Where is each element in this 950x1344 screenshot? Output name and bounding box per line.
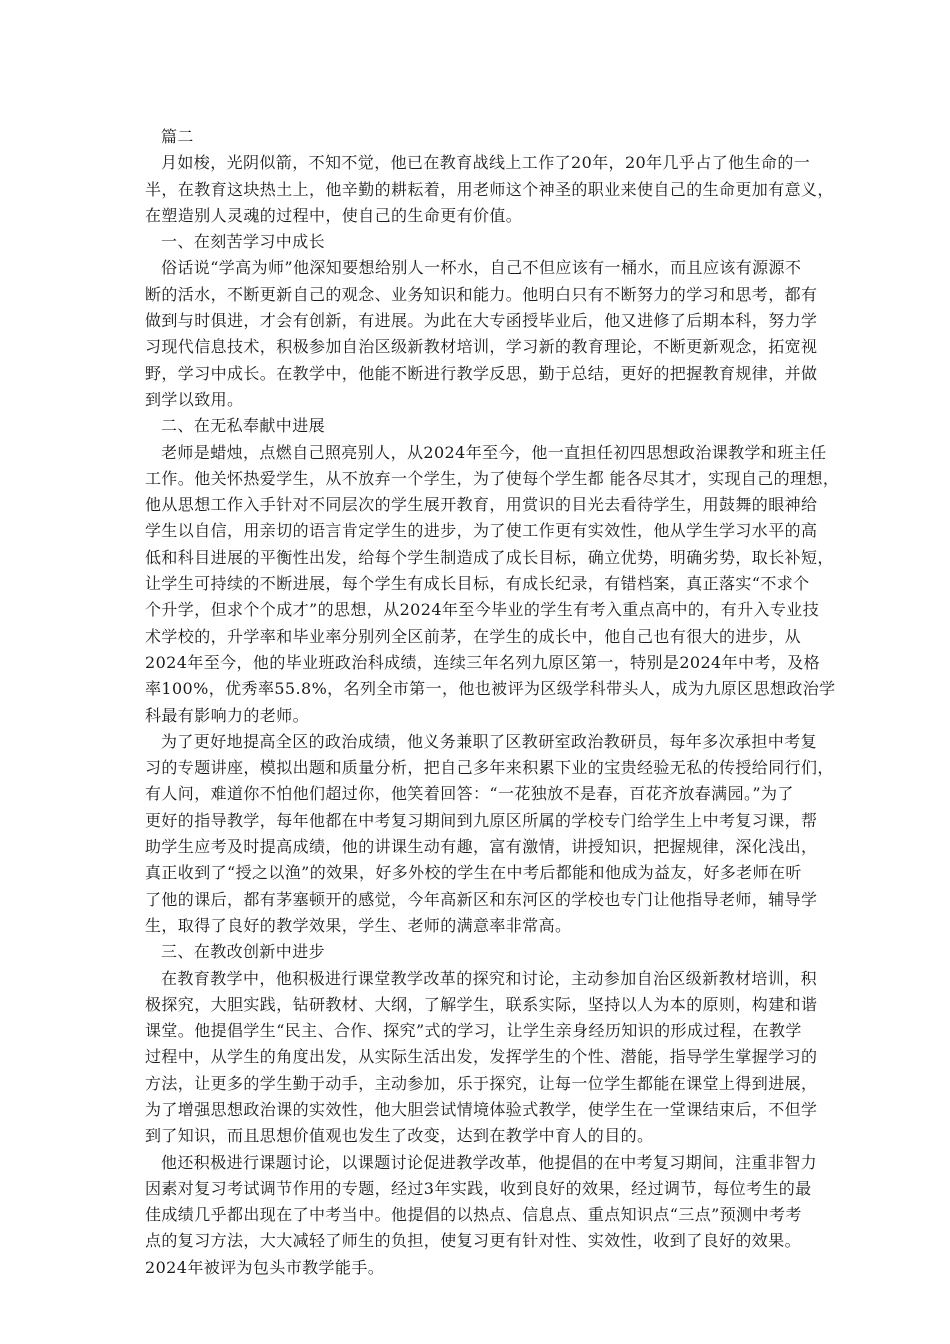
text-line: 半，在教育这块热土上，他辛勤的耕耘着，用老师这个神圣的职业来使自己的生命更加有意义，: [145, 179, 834, 199]
text-line: 月如梭，光阴似箭，不知不觉，他已在教育战线上工作了20年，20年几乎占了他生命的一: [161, 153, 811, 173]
text-line: 生，取得了良好的教学效果，学生、老师的满意率非常高。: [145, 915, 572, 935]
text-line: 为了增强思想政治课的实效性，他大胆尝试情境体验式教学，使学生在一堂课结束后，不但学: [145, 1099, 818, 1119]
text-line: 一、在刻苦学习中成长: [161, 232, 326, 252]
text-line: 点的复习方法，大大减轻了师生的负担，使复习更有针对性、实效性，收到了良好的效果。: [145, 1231, 802, 1251]
text-line: 在塑造别人灵魂的过程中，使自己的生命更有价值。: [145, 205, 523, 225]
text-line: 老师是蜡烛，点燃自己照亮别人，从2024年至今，他一直担任初四思想政治课教学和班主任: [161, 442, 827, 462]
text-line: 极探究，大胆实践，钻研教材、大纲，了解学生，联系实际，坚持以人为本的原则，构建和谐: [145, 994, 818, 1014]
text-line: 他还积极进行课题讨论，以课题讨论促进教学改革，他提倡的在中考复习期间，注重非智力: [161, 1152, 818, 1172]
text-line: 因素对复习考试调节作用的专题，经过3年实践，收到良好的效果，经过调节，每位考生的最: [145, 1178, 812, 1198]
text-line: 工作。他关怀热爱学生，从不放弃一个学生，为了使每个学生都 能各尽其才，实现自己的理想，: [145, 468, 840, 488]
text-line: 2024年至今，他的毕业班政治科成绩，连续三年名列九原区第一，特别是2024年中考，及格: [145, 652, 821, 672]
text-line: 习的专题讲座，模拟出题和质量分析，把自己多年来积累下业的宝贵经验无私的传授给同行们，: [145, 758, 834, 778]
text-line: 为了更好地提高全区的政治成绩，他义务兼职了区教研室政治教研员，每年多次承担中考复: [161, 731, 818, 751]
text-line: 到学以致用。: [145, 389, 244, 409]
text-line: 率100%，优秀率55.8%，名列全市第一，他也被评为区级学科带头人，成为九原区思想政治学: [145, 679, 836, 699]
text-line: 2024年被评为包头市教学能手。: [145, 1257, 385, 1277]
text-line: 方法，让更多的学生勤于动手，主动参加，乐于探究，让每一位学生都能在课堂上得到进展，: [145, 1073, 818, 1093]
text-line: 做到与时俱进，才会有创新，有进展。为此在大专函授毕业后，他又进修了后期本科，努力学: [145, 311, 818, 331]
text-line: 科最有影响力的老师。: [145, 705, 310, 725]
text-line: 了他的课后，都有茅塞顿开的感觉，今年高新区和东河区的学校也专门让他指导老师，辅导学: [145, 889, 818, 909]
text-line: 学生以自信，用亲切的语言肯定学生的进步，为了使工作更有实效性，他从学生学习水平的高: [145, 521, 818, 541]
text-line: 到了知识，而且思想价值观也发生了改变，达到在教学中育人的目的。: [145, 1126, 654, 1146]
text-line: 术学校的，升学率和毕业率分别列全区前茅，在学生的成长中，他自己也有很大的进步，从: [145, 626, 802, 646]
text-line: 野，学习中成长。在教学中，他能不断进行教学反思，勤于总结，更好的把握教育规律，并做: [145, 363, 818, 383]
text-line: 俗话说“学高为师”他深知要想给别人一杯水，自己不但应该有一桶水，而且应该有源源不: [161, 258, 802, 278]
text-line: 课堂。他提倡学生“民主、合作、探究”式的学习，让学生亲身经历知识的形成过程，在教学: [145, 1021, 802, 1041]
text-line: 有人问，难道你不怕他们超过你，他笑着回答：“一花独放不是春，百花齐放春满园。”为了: [145, 784, 794, 804]
document-body: [145, 124, 840, 1281]
text-line: 二、在无私奉献中进展: [161, 416, 326, 436]
text-line: 让学生可持续的不断进展，每个学生有成长目标，有成长纪录，有错档案，真正落实“不求个: [145, 574, 810, 594]
text-line: 更好的指导教学，每年他都在中考复习期间到九原区所属的学校专门给学生上中考复习课，帮: [145, 810, 818, 830]
text-line: 过程中，从学生的角度出发，从实际生活出发，发挥学生的个性、潜能，指导学生掌握学习的: [145, 1047, 818, 1067]
text-line: 个升学，但求个个成才”的思想，从2024年至今毕业的学生有考入重点高中的，有升入专业技: [145, 600, 820, 620]
text-line: 篇二: [161, 127, 194, 146]
text-line: 习现代信息技术，积极参加自治区级新教材培训，学习新的教育理论，不断更新观念，拓宽视: [145, 337, 818, 357]
text-line: 助学生应考及时提高成绩，他的讲课生动有趣，富有激情，讲授知识，把握规律，深化浅出，: [145, 837, 818, 857]
text-line: 三、在教改创新中进步: [161, 942, 326, 962]
text-line: 真正收到了“授之以渔”的效果，好多外校的学生在中考后都能和他成为益友，好多老师在听: [145, 863, 802, 883]
text-line: 他从思想工作入手针对不同层次的学生展开教育，用赏识的目光去看待学生，用鼓舞的眼神给: [145, 495, 818, 515]
text-line: 佳成绩几乎都出现在了中考当中。他提倡的以热点、信息点、重点知识点“三点”预测中考考: [145, 1205, 802, 1225]
text-line: 在教育教学中，他积极进行课堂教学改革的探究和讨论，主动参加自治区级新教材培训，积: [161, 968, 818, 988]
text-line: 断的活水，不断更新自己的观念、业务知识和能力。他明白只有不断努力的学习和思考，都有: [145, 284, 818, 304]
text-line: 低和科目进展的平衡性出发，给每个学生制造成了成长目标，确立优势，明确劣势，取长补短，: [145, 547, 834, 567]
